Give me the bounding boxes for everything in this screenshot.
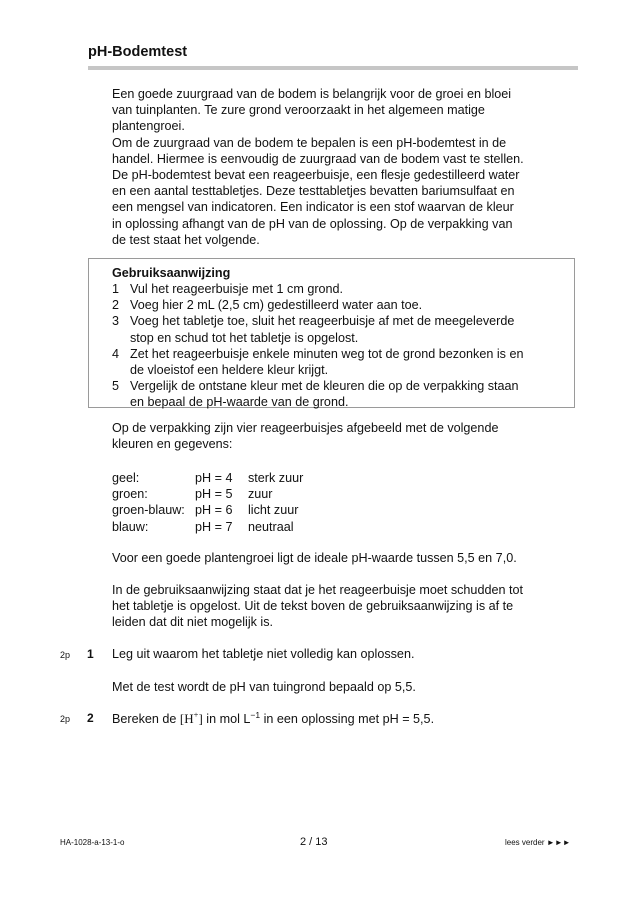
- text-line: het tabletje is opgelost. Uit de tekst boven de gebruiksaanwijzing is af te: [112, 599, 514, 614]
- ph-cell: pH = 7: [195, 519, 233, 534]
- ph-color-table: [112, 470, 303, 535]
- text-line: in oplossing afhangt van de pH van de oplossing. Op de verpakking van: [112, 216, 513, 231]
- question-points: 2p: [60, 650, 71, 660]
- step-number: 4: [112, 346, 120, 361]
- page-title: pH-Bodemtest: [88, 44, 188, 60]
- text-line: leiden dat dit niet mogelijk is.: [112, 615, 274, 630]
- step-number: 3: [112, 314, 120, 329]
- step-number: 5: [112, 379, 120, 394]
- desc-cell: neutraal: [248, 519, 294, 534]
- ph-cell: pH = 4: [195, 471, 233, 485]
- text-line: kleuren en gegevens:: [112, 437, 233, 452]
- text-line: plantengroei.: [112, 119, 185, 134]
- question-2: [0, 711, 636, 727]
- question-number: 1: [87, 647, 94, 661]
- desc-cell: sterk zuur: [248, 471, 304, 485]
- text-line: De pH-bodemtest bevat een reageerbuisje, een flesje gedestilleerd water: [112, 168, 520, 183]
- table-row: [112, 502, 303, 518]
- footer-page-number: 2 / 13: [300, 836, 328, 848]
- question-text: Bereken de [H+] in mol $L^{-1}$ in een oplossing met pH = 5,5.: [112, 709, 435, 726]
- question-number: 2: [87, 711, 94, 725]
- intro-paragraph: [112, 86, 562, 248]
- color-cell: groen-blauw:: [112, 503, 185, 518]
- footer-exam-code: HA-1028-a-13-1-o: [60, 838, 125, 847]
- instruction-step: [112, 281, 564, 297]
- title-rule: [88, 66, 578, 70]
- instructions-title: Gebruiksaanwijzing: [112, 266, 231, 280]
- instructions-list: [112, 281, 564, 411]
- ph-cell: pH = 5: [195, 487, 233, 502]
- color-cell: groen:: [112, 487, 148, 502]
- instruction-step: [112, 297, 564, 313]
- table-row: [112, 486, 303, 502]
- packaging-paragraph: [112, 420, 562, 452]
- footer-next-page: lees verder ►►►: [505, 838, 571, 847]
- hydrogen-ion-bracket: [H+]: [179, 709, 203, 726]
- text-line: van tuinplanten. Te zure grond veroorzaakt in het algemeen matige: [112, 103, 485, 118]
- instruction-step: [112, 313, 564, 345]
- instruction-note-paragraph: [112, 582, 562, 631]
- table-row: [112, 519, 303, 535]
- ph-cell: pH = 6: [195, 503, 233, 518]
- text-line: Een goede zuurgraad van de bodem is belangrijk voor de groei en bloei: [112, 87, 512, 101]
- step-text: Zet het reageerbuisje enkele minuten weg tot de grond bezonken is en de vloeistof een heldere kleur krijgt.: [130, 346, 524, 378]
- question-text: Leg uit waarom het tabletje niet volledig kan oplossen.: [112, 647, 415, 661]
- table-row: [112, 470, 303, 486]
- instructions-box: [88, 258, 575, 408]
- text-line: handel. Hiermee is eenvoudig de zuurgraad van de bodem vast te stellen.: [112, 151, 524, 166]
- instruction-step: [112, 378, 564, 410]
- instruction-step: [112, 346, 564, 378]
- color-cell: blauw:: [112, 519, 149, 534]
- step-text: Voeg hier 2 mL (2,5 cm) gedestilleerd water aan toe.: [130, 298, 423, 313]
- text-line: een mengsel van indicatoren. Een indicator is een stof waarvan de kleur: [112, 200, 514, 215]
- step-text: Voeg het tabletje toe, sluit het reageerbuisje af met de meegeleverde stop en schud tot het tabletje is opgelost.: [130, 314, 515, 345]
- text-line: en een aantal testtabletjes. Deze testtabletjes bevatten bariumsulfaat en: [112, 184, 515, 199]
- question-points: 2p: [60, 714, 71, 724]
- step-text: Vul het reageerbuisje met 1 cm grond.: [130, 282, 344, 296]
- desc-cell: zuur: [248, 487, 273, 502]
- text-line: Op de verpakking zijn vier reageerbuisjes afgebeeld met de volgende: [112, 421, 499, 435]
- text-line: In de gebruiksaanwijzing staat dat je het reageerbuisje moet schudden tot: [112, 583, 523, 597]
- step-text: Vergelijk de ontstane kleur met de kleuren die op de verpakking staan en bepaal de pH-waarde van de grond.: [130, 379, 519, 410]
- color-cell: geel:: [112, 471, 140, 485]
- text-line: Om de zuurgraad van de bodem te bepalen is een pH-bodemtest in de: [112, 135, 507, 150]
- step-number: 2: [112, 298, 120, 313]
- ideal-ph-text: Voor een goede plantengroei ligt de ideale pH-waarde tussen 5,5 en 7,0.: [112, 551, 517, 565]
- question-1: [0, 647, 636, 663]
- text-line: de test staat het volgende.: [112, 232, 260, 247]
- step-number: 1: [112, 282, 120, 296]
- desc-cell: licht zuur: [248, 503, 299, 518]
- test-result-text: Met de test wordt de pH van tuingrond bepaald op 5,5.: [112, 680, 416, 694]
